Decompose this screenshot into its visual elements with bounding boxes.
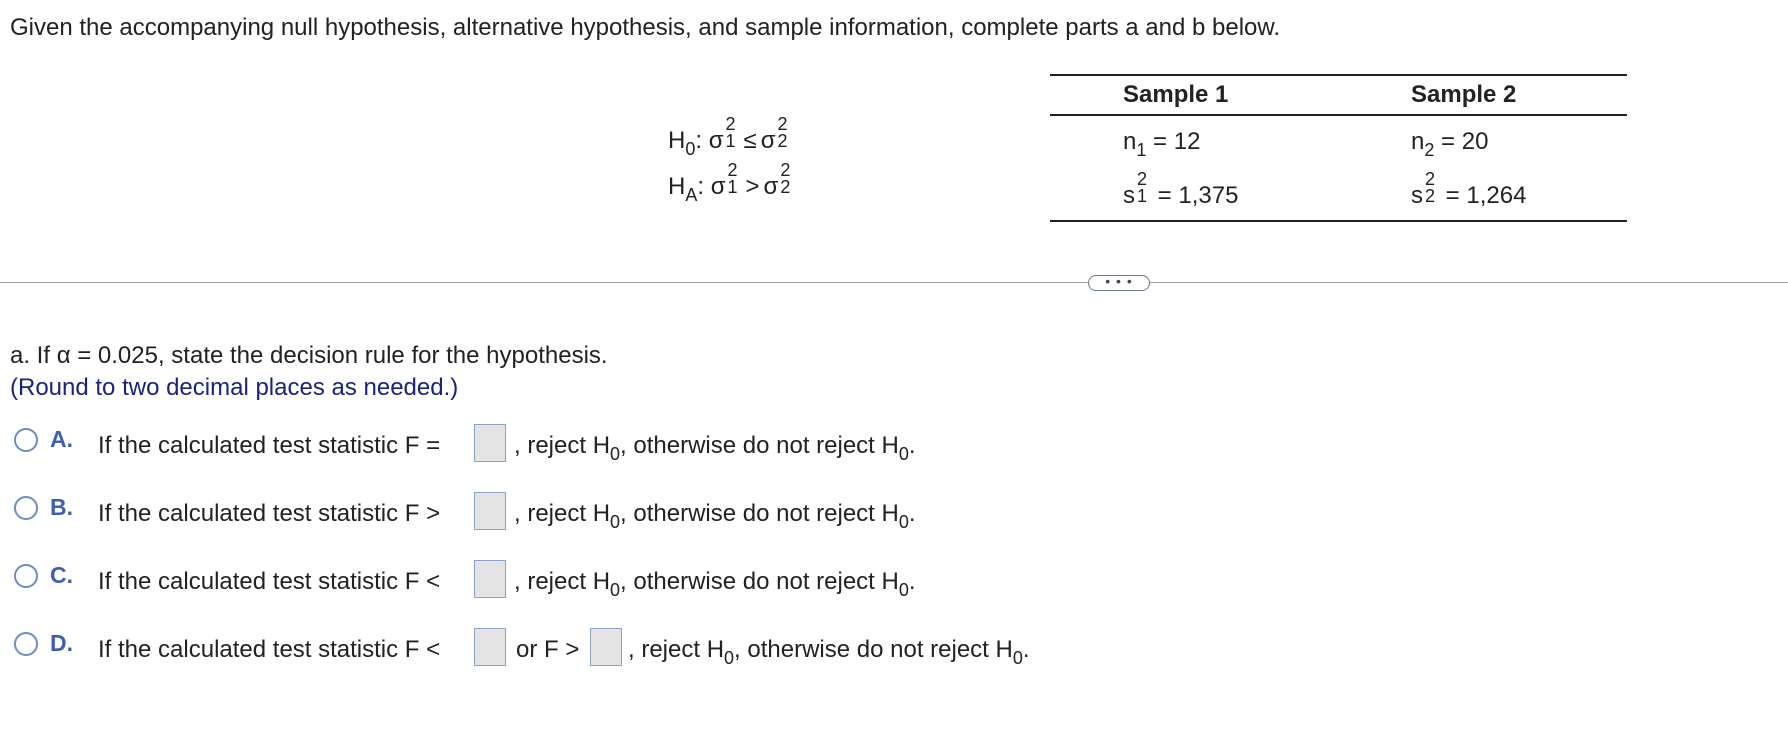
sample-table [1050,74,1627,222]
choice-tail: , reject $H_0$, otherwise do not reject $H_0$. [514,432,916,464]
s-letter: s [1411,181,1423,209]
subscript: 1 [1137,185,1148,206]
header-sample-2: Sample 2 [1338,75,1627,115]
subscript: 1 [727,177,738,197]
sigma-indices [778,160,794,197]
sigma-symbol: σ [760,127,776,154]
subscript: 2 [1425,185,1436,206]
operator: ≤ [743,127,757,154]
h-subscript: 0 [685,139,696,159]
superscript: 2 [777,114,788,134]
h-letter: H [668,127,686,154]
subscript: 2 [777,131,788,151]
answer-input-lower[interactable] [474,628,506,666]
s-indices [1423,168,1439,206]
header-sample-1: Sample 1 [1050,75,1338,115]
n2-cell [1338,115,1627,168]
colon: : [697,173,705,200]
n1-cell [1050,115,1338,168]
choice-text: If the calculated test statistic F < [98,636,441,663]
part-a-question: a. If α = 0.025, state the decision rule for the hypothesis. [10,342,608,369]
subscript: 1 [725,131,736,151]
superscript: 2 [727,160,738,180]
s1-cell [1050,168,1338,221]
sigma-indices [726,160,742,197]
n1-value: = 12 [1153,128,1201,155]
choice-tail: , reject $H_0$, otherwise do not reject $H_0$. [514,500,916,532]
table-header-row [1050,75,1627,115]
section-divider [0,282,1788,283]
s-letter: s [1123,181,1135,209]
table-row [1050,168,1627,221]
choice-text: If the calculated test statistic F = [98,432,441,459]
choice-text: If the calculated test statistic F < [98,568,441,595]
alternative-hypothesis [668,160,794,205]
h-letter: H [668,173,686,200]
radio-c[interactable] [14,564,38,588]
s2-value: = 1,264 [1445,181,1527,209]
rounding-hint: (Round to two decimal places as needed.) [10,374,459,401]
choice-tail: , reject $H_0$, otherwise do not reject $H_0$. [514,568,916,600]
table-row [1050,115,1627,168]
s1-value: = 1,375 [1157,181,1239,209]
operator: > [745,173,760,200]
answer-input[interactable] [474,424,506,462]
radio-b[interactable] [14,496,38,520]
answer-input-upper[interactable] [590,628,622,666]
more-button[interactable]: • • • [1088,275,1150,291]
superscript: 2 [1137,168,1148,189]
colon: : [695,127,703,154]
intro-text: Given the accompanying null hypothesis, alternative hypothesis, and sample information, complete parts a and b below. [10,14,1281,41]
choice-letter: D. [50,630,73,656]
null-hypothesis [668,114,792,159]
superscript: 2 [780,160,791,180]
sigma-indices [776,114,792,151]
choice-letter: C. [50,562,73,588]
answer-input[interactable] [474,560,506,598]
s-indices [1135,168,1151,206]
n2-value: = 20 [1441,128,1489,155]
sigma-indices [724,114,740,151]
n-subscript: 2 [1424,140,1435,160]
subscript: 2 [780,177,791,197]
sigma-symbol: σ [710,173,726,200]
sigma-symbol: σ [763,173,779,200]
n-subscript: 1 [1136,140,1147,160]
superscript: 2 [1425,168,1436,189]
choice-text: If the calculated test statistic F > [98,500,441,527]
radio-a[interactable] [14,428,38,452]
answer-input[interactable] [474,492,506,530]
s2-cell [1338,168,1627,221]
h-subscript: A [685,185,698,205]
superscript: 2 [725,114,736,134]
n-letter: n [1123,128,1137,155]
sigma-symbol: σ [708,127,724,154]
n-letter: n [1411,128,1425,155]
choice-mid: or F > [516,636,580,663]
choice-tail: , reject $H_0$, otherwise do not reject $H_0$. [628,636,1030,668]
choice-letter: A. [50,426,73,452]
choice-letter: B. [50,494,73,520]
radio-d[interactable] [14,632,38,656]
